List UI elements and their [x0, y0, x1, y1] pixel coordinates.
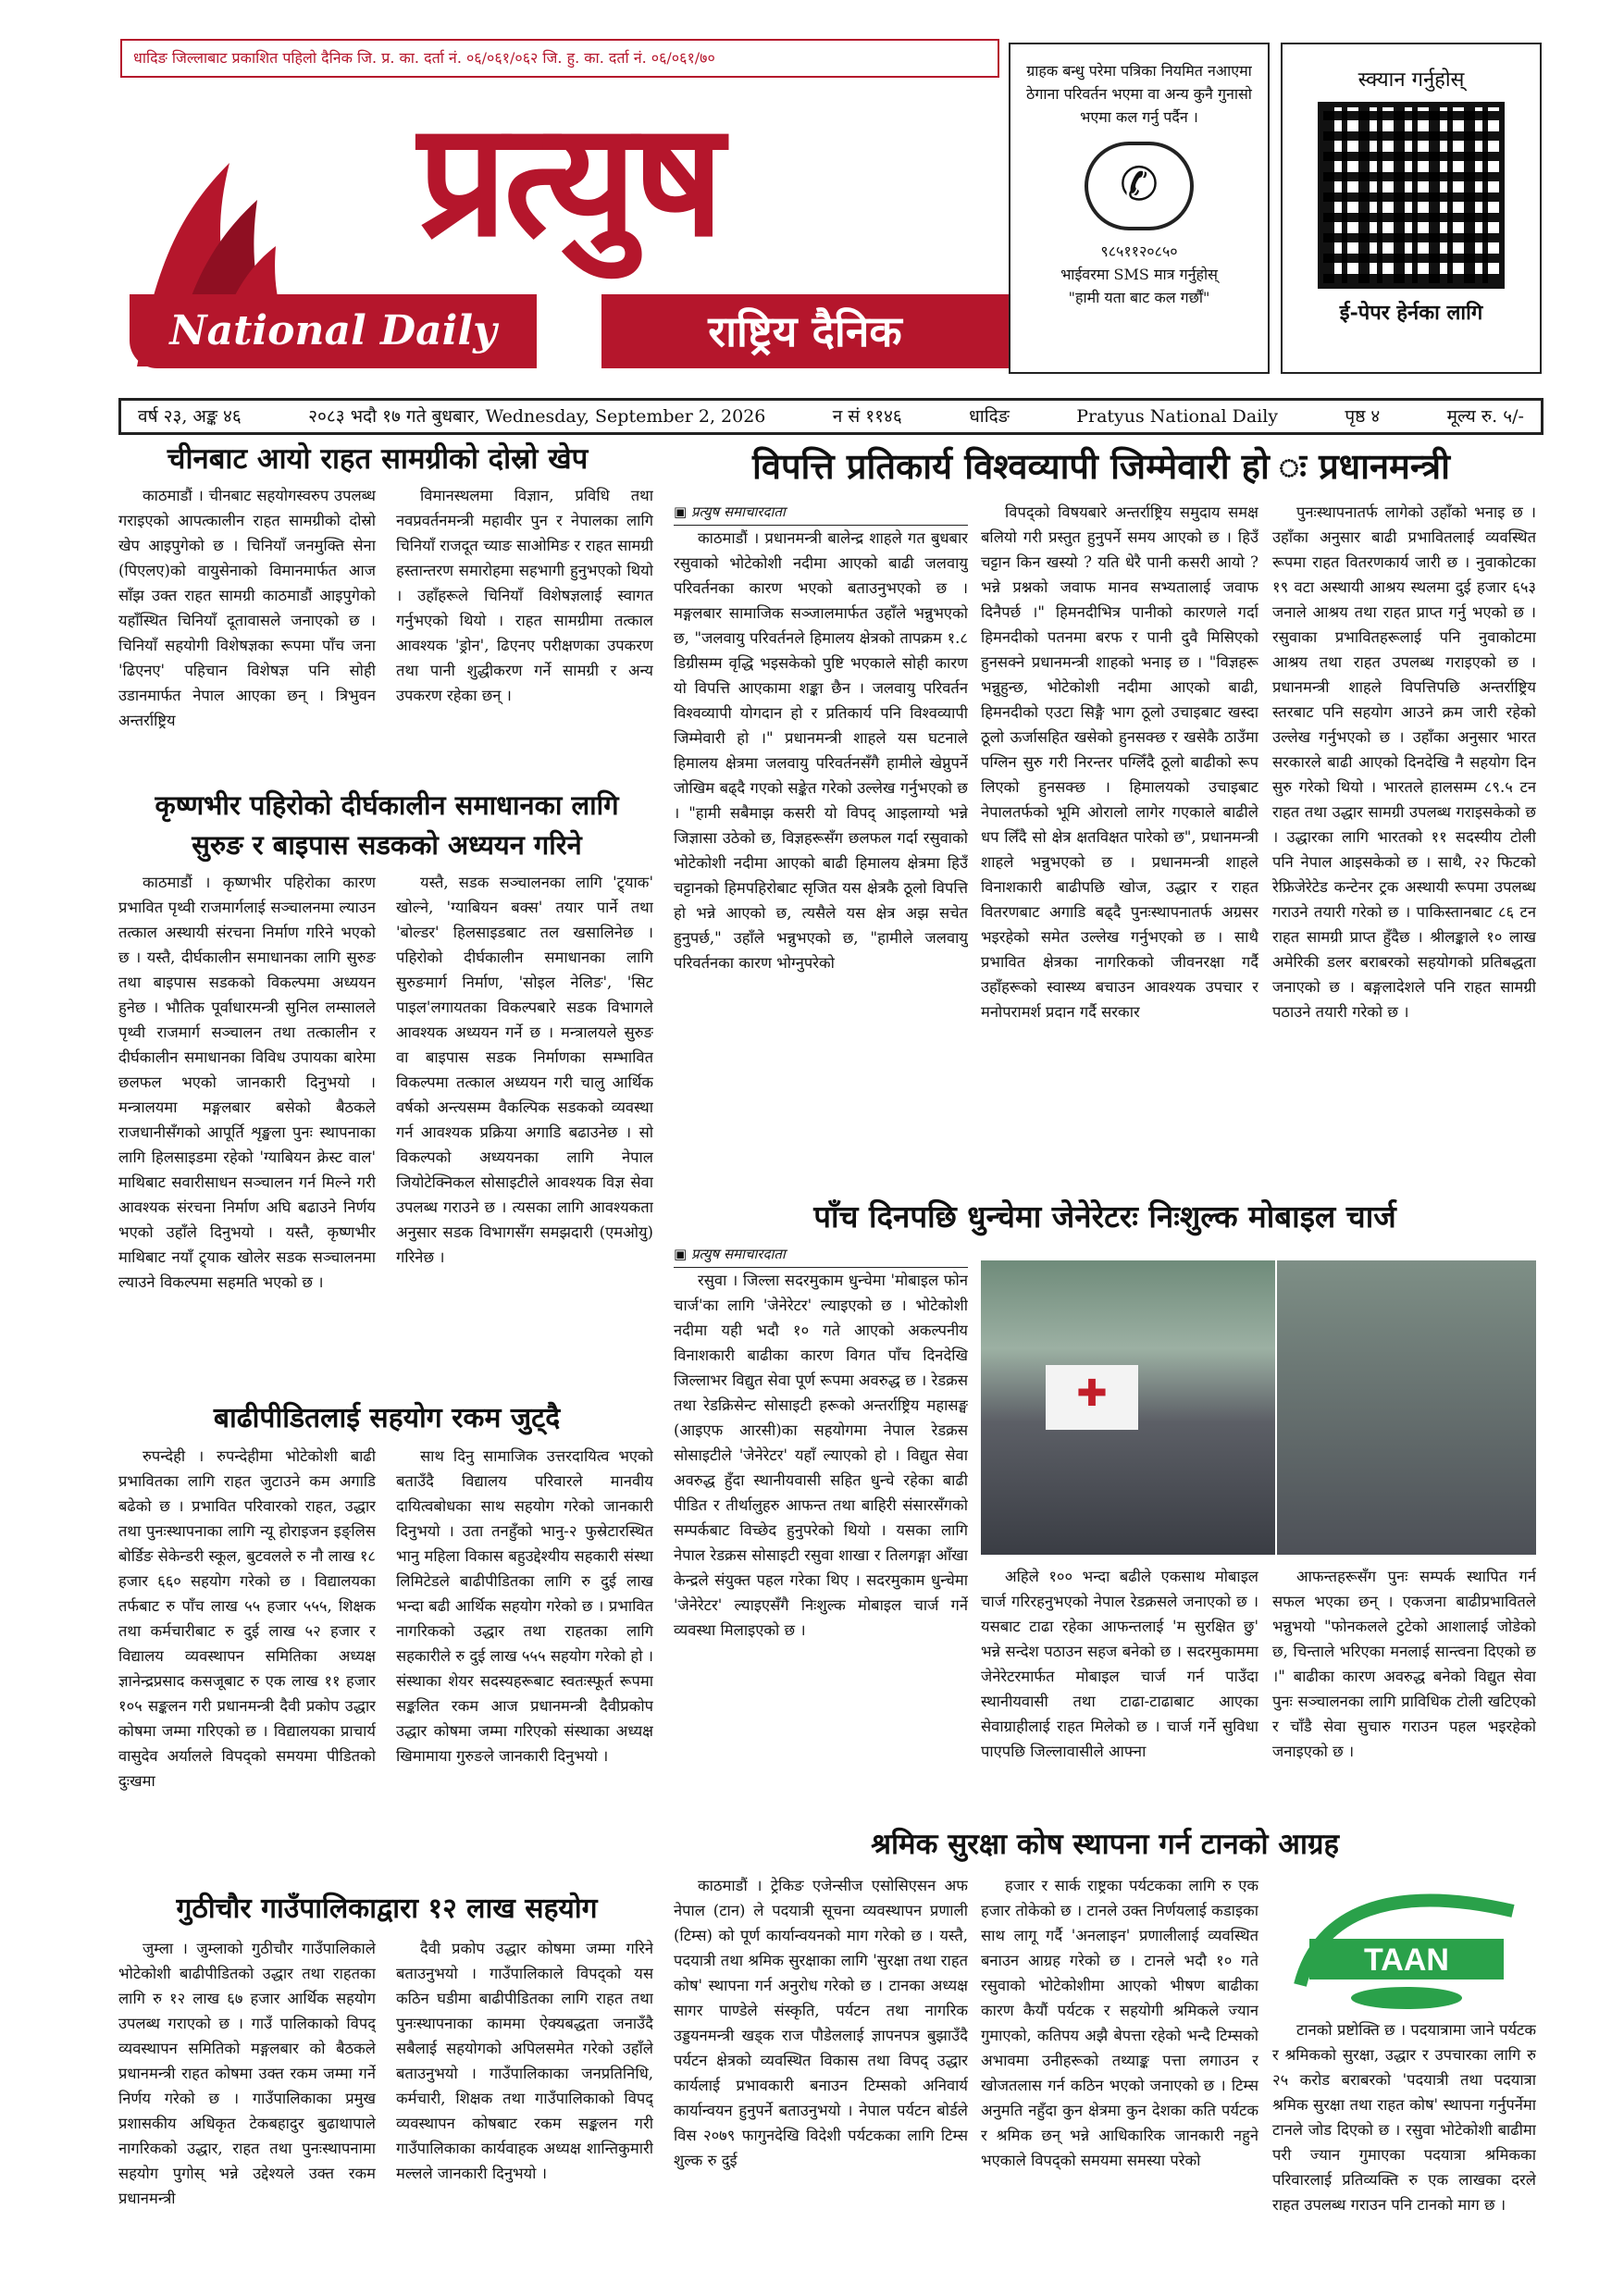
paragraph: काठमाडौं । कृष्णभीर पहिरोका कारण प्रभावित पृथ्वी राजमार्गलाई सञ्चालनमा ल्याउन तत्काल अस्थायी संरचना निर्माण गरिने भएको छ । यस्तै, दीर्घकालीन समाधानका लागि सुरुङ तथा बाइपास सडकको विकल्पमा अध्ययन हुनेछ । भौतिक पूर्वाधारमन्त्री सुनिल लम्सालले पृथ्वी राजमार्ग सञ्चालन तथा तत्कालीन र दीर्घकालीन समाधानका विविध उपायका बारेमा छलफल भएको जानकारी दिनुभयो । मन्त्रालयमा मङ्गलबार बसेको बैठकले राजधानीसँगको आपूर्ति शृङ्खला पुनः स्थापनाका लागि हिलसाइडमा रहेको 'ग्याबियन क्रेस्ट वाल' माथिबाट सवारीसाधन सञ्चालन गर्न मिल्ने गरी आवश्यक संरचना निर्माण अघि बढाउने निर्णय भएको उहाँले दिनुभयो । यस्तै, कृष्णभीर माथिबाट नयाँ ट्र्याक खोलेर सडक सञ्चालनमा ल्याउने विकल्पमा सहमति भएको छ । — [118, 874, 376, 1291]
contact-sms-note: भाईवरमा SMS मात्र गर्नुहोस् — [1060, 266, 1218, 283]
volume-number: वर्ष २३, अङ्क ४६ — [138, 406, 242, 427]
paragraph: हजार र सार्क राष्ट्रका पर्यटकका लागि रु एक हजार तोकेको छ । टानले उक्त निर्णयलाई कडाइका साथ लागू गर्दै 'अनलाइन' प्रणालीलाई व्यवस्थित बनाउन आग्रह गरेको छ । टानले भदौ १० गते रसुवाको भोटेकोशीमा आएको भीषण बाढीका कारण कैयौं पर्यटक र सहयोगी श्रमिकले ज्यान गुमाएको, कतिपय अझै बेपत्ता रहेको भन्दै टिम्सको अभावमा उनीहरूको तथ्याङ्क पत्ता लगाउन र खोजतलास गर्न कठिन भएको जनाएको छ । टिम्स अनुमति नहुँदा कुन क्षेत्रमा कुन देशका कति पर्यटक र श्रमिक छन् भन्ने आधिकारिक जानकारी नहुने भएकाले विपद्को समयमा समस्या परेको — [981, 1877, 1258, 2169]
article-taan-col3 — [1272, 2017, 1536, 2278]
logo-nepali-tagline: राष्ट्रिय दैनिक — [601, 294, 1009, 368]
paragraph: दैवी प्रकोप उद्धार कोषमा जम्मा गरिने बताउनुभयो । गाउँपालिकाले विपद्को यस कठिन घडीमा बाढीपीडितका लागि राहत तथा पुनःस्थापनाका काममा ऐक्यबद्धता जनाउँदै सबैलाई सहयोगको अपिलसमेत गरेको उहाँले बताउनुभयो । गाउँपालिकाका जनप्रतिनिधि, कर्मचारी, शिक्षक तथा गाउँपालिकाको विपद् व्यवस्थापन कोषबाट रकम सङ्कलन गरी गाउँपालिकाका कार्यवाहक अध्यक्ष शान्तिकुमारी मल्लले जानकारी दिनुभयो । — [396, 1940, 653, 2182]
article-taan-col2 — [981, 1873, 1258, 2278]
article-china-col2 — [396, 483, 653, 779]
paragraph: विमानस्थलमा विज्ञान, प्रविधि तथा नवप्रवर्तनमन्त्री महावीर पुन र नेपालका लागि चिनियाँ राजदूत च्याङ साओमिङ र राहत सामग्री हस्तान्तरण समारोहमा सहभागी हुनुभएको थियो । उहाँहरूले चिनियाँ विशेषज्ञलाई स्वागत गर्नुभएको थियो । राहत सामग्रीमा तत्काल आवश्यक 'ड्रोन', ढिएनए परीक्षणका उपकरण तथा पानी शुद्धीकरण गर्ने सामग्री र अन्य उपकरण रहेका छन् । — [396, 487, 653, 704]
headline-krishnabhir-2: सुरुङ र बाइपास सडकको अध्ययन गरिने — [192, 829, 582, 861]
article-generator-col1 — [674, 1242, 968, 1816]
taan-logo-text: TAAN — [1364, 1942, 1449, 1978]
headline-pm-global-responsibility: विपत्ति प्रतिकार्य विश्वव्यापी जिम्मेवारी हो ः प्रधानमन्त्री — [752, 446, 1450, 487]
article-taan-col1 — [674, 1873, 968, 2278]
paragraph: काठमाडौं । प्रधानमन्त्री बालेन्द्र शाहले गत बुधबार रसुवाको भोटेकोशी नदीमा आएको बाढी जलवायु परिवर्तनका कारण भएको बताउनुभएको छ । मङ्गलबार सामाजिक सञ्जालमार्फत उहाँले भन्नुभएको छ, "जलवायु परिवर्तनले हिमालय क्षेत्रको तापक्रम १.८ डिग्रीसम्म वृद्धि भइसकेको पुष्टि भएकाले सोही कारण यो विपत्ति आएकामा शङ्का छैन । जलवायु परिवर्तन विश्वव्यापी योगदान हो र प्रतिकार्य पनि विश्वव्यापी जिम्मेवारी हो ।" प्रधानमन्त्री शाहले यस घटनाले हिमालय क्षेत्रमा जलवायु परिवर्तनसँगै हामीले खेप्नुपर्ने जोखिम बढ्दै गएको सङ्केत गरेको उल्लेख गर्नुभएको छ । "हामी सबैमाझ कसरी यो विपद् आइलाग्यो भन्ने जिज्ञासा उठेको छ, विज्ञहरूसँग छलफल गर्दा रसुवाको भोटेकोशी नदीमा आएको बाढी हिमालय क्षेत्रमा हिउँ चट्टानको हिमपहिरोबाट सृजित यस क्षेत्रकै ठूलो विपत्ति हो भन्ने आएको छ, त्यसैले यस क्षेत्र अझ सचेत हुनुपर्छ," उहाँले भन्नुभएको छ, "हामीले जलवायु परिवर्तनका कारण भोग्नुपरेको — [674, 529, 968, 972]
page-number: पृष्ठ ४ — [1345, 406, 1381, 427]
issue-info-bar — [118, 398, 1543, 435]
headline-generator-mobile-charge: पाँच दिनपछि धुन्चेमा जेनेरेटरः निःशुल्क मोबाइल चार्ज — [813, 1198, 1396, 1235]
article-china-col1 — [118, 483, 376, 779]
paragraph: टानको प्रष्टोक्ति छ । पदयात्रामा जाने पर्यटक र श्रमिकको सुरक्षा, उद्धार र उपचारका लागि रु २५ करोड बराबरको 'पदयात्री तथा पदयात्रा श्रमिक सुरक्षा तथा राहत कोष' स्थापना गर्नुपर्नेमा टानले जोड दिएको छ । रसुवा भोटेकोशी बाढीमा परी ज्यान गुमाएका पदयात्रा श्रमिकका परिवारलाई प्रतिव्यक्ति रु एक लाखका दरले राहत उपलब्ध गराउन पनि टानको माग छ । — [1272, 2021, 1536, 2214]
article-badhi-col1 — [118, 1444, 376, 1880]
paragraph: काठमाडौं । ट्रेकिङ एजेन्सीज एसोसिएसन अफ नेपाल (टान) ले पदयात्री सूचना व्यवस्थापन प्रणाली (टिम्स) को पूर्ण कार्यान्वयनको माग गरेको छ । यस्तै, पदयात्री तथा श्रमिक सुरक्षाका लागि 'सुरक्षा तथा राहत कोष' स्थापना गर्न अनुरोध गरेको छ । टानका अध्यक्ष सागर पाण्डेले संस्कृति, पर्यटन तथा नागरिक उड्डयनमन्त्री खड्क राज पौडेललाई ज्ञापनपत्र बुझाउँदै पर्यटन क्षेत्रको व्यवस्थित विकास तथा विपद् उद्धार कार्यलाई प्रभावकारी बनाउन टिम्सको अनिवार्य कार्यान्वयन हुनुपर्ने बताउनुभयो । नेपाल पर्यटन बोर्डले विस २०७९ फागुनदेखि विदेशी पर्यटकका लागि टिम्स शुल्क रु दुई — [674, 1877, 968, 2169]
qr-code-icon[interactable] — [1318, 102, 1505, 289]
news-photo-crowd — [1277, 1260, 1536, 1555]
article-krishnabhir-col2 — [396, 870, 653, 1388]
epaper-label: ई-पेपर हेर्नका लागि — [1339, 301, 1483, 325]
article-generator-col3 — [1272, 1564, 1536, 1814]
qr-scan-box — [1281, 43, 1542, 374]
contact-number: ९८५११२०८५० — [1100, 242, 1178, 260]
headline-guthichaur-support: गुठीचौर गाउँपालिकाद्वारा १२ लाख सहयोग — [176, 1893, 598, 1925]
article-krishnabhir-col1 — [118, 870, 376, 1388]
red-cross-icon: ✚ — [1046, 1365, 1138, 1430]
article-generator-col2 — [981, 1564, 1258, 1814]
paragraph: काठमाडौं । चीनबाट सहयोगस्वरुप उपलब्ध गराइएको आपत्कालीन राहत सामग्रीको दोस्रो खेप आइपुगेको छ । चिनियाँ जनमुक्ति सेना (पिएलए)को वायुसेनाको विमानमार्फत आज साँझ उक्त राहत सामग्री काठमाडौं आइपुगेको यहाँस्थित चिनियाँ दूतावासले जनाएको छ । चिनियाँ सहयोगी विशेषज्ञका रूपमा पाँच जना 'ढिएनए' पहिचान विशेषज्ञ पनि सोही उडानमार्फत नेपाल आएका छन् । त्रिभुवन अन्तर्राष्ट्रिय — [118, 487, 376, 729]
paragraph: जुम्ला । जुम्लाको गुठीचौर गाउँपालिकाले भोटेकोशी बाढीपीडितको उद्धार तथा राहतका लागि रु १२ लाख ६७ हजार आर्थिक सहयोग उपलब्ध गराएको छ । गाउँ पालिकाको विपद् व्यवस्थापन समितिको मङ्गलबार को बैठकले प्रधानमन्त्री राहत कोषमा उक्त रकम जम्मा गर्ने निर्णय गरेको छ । गाउँपालिकाका प्रमुख प्रशासकीय अधिकृत टेकबहादुर बुढाथापाले नागरिकको उद्धार, राहत तथा पुनःस्थापनामा सहयोग पुगोस् भन्ने उद्देश्यले उक्त रकम प्रधानमन्त्री — [118, 1940, 376, 2207]
article-pm-col3 — [1272, 500, 1536, 1166]
paragraph: पुनःस्थापनातर्फ लागेको उहाँको भनाइ छ । उहाँका अनुसार बाढी प्रभावितलाई व्यवस्थित रूपमा राहत वितरणकार्य जारी छ । नुवाकोटका १९ वटा अस्थायी आश्रय स्थलमा दुई हजार ६५३ जनाले आश्रय तथा राहत प्राप्त गर्नु भएको छ । रसुवाका प्रभावितहरूलाई पनि नुवाकोटमा आश्रय तथा राहत उपलब्ध गराइएको छ । प्रधानमन्त्री शाहले विपत्तिपछि अन्तर्राष्ट्रिय स्तरबाट पनि सहयोग आउने क्रम जारी रहेको उल्लेख गर्नुभएको छ । उहाँका अनुसार भारत सरकारले बाढी आएको दिनदेखि नै सहयोग दिन सुरु गरेको थियो । भारतले हालसम्म ८९.५ टन राहत तथा उद्धार सामग्री उपलब्ध गराइसकेको छ । उद्धारका लागि भारतको ११ सदस्यीय टोली पनि नेपाल आइसकेको छ । साथै, २२ फिटको रेफ्रिजेरेटेड कन्टेनर ट्रक अस्थायी रूपमा उपलब्ध गराउने तयारी गरेको छ । पाकिस्तानबाट ८६ टन राहत सामग्री प्राप्त हुँदैछ । श्रीलङ्काले १० लाख अमेरिकी डलर बराबरको सहयोगको प्रतिबद्धता जनाएको छ । बङ्गलादेशले पनि राहत सामग्री पठाउने तयारी गरेको छ । — [1272, 503, 1536, 1021]
logo-english-tagline: National Daily — [130, 294, 537, 368]
article-guthichaur-col2 — [396, 1936, 653, 2278]
paragraph: रसुवा । जिल्ला सदरमुकाम धुन्चेमा 'मोबाइल फोन चार्ज'का लागि 'जेनेरेटर' ल्याइएको छ । भोटेकोशी नदीमा यही भदौ १० गते आएको अकल्पनीय विनाशकारी बाढीका कारण विगत पाँच दिनदेखि जिल्लाभर विद्युत सेवा पूर्ण रूपमा अवरुद्ध छ । रेडक्रस तथा रेडक्रिसेन्ट सोसाइटी हरूको अन्तर्राष्ट्रिय महासङ्घ (आइएफ आरसी)का सहयोगमा नेपाल रेडक्रस सोसाइटीले 'जेनेरेटर' यहाँ ल्याएको हो । विद्युत सेवा अवरुद्ध हुँदा स्थानीयवासी सहित धुन्चे रहेका बाढी पीडित र तीर्थालुहरु आफन्त तथा बाहिरी संसारसँगको सम्पर्कबाट विच्छेद हुनुपरेको थियो । यसका लागि नेपाल रेडक्रस सोसाइटी रसुवा शाखा र तिलगङ्गा आँखा केन्द्रले संयुक्त पहल गरेका थिए । सदरमुकाम धुन्चेमा 'जेनेरेटर' ल्याइएसँगै निःशुल्क मोबाइल चार्ज गर्ने व्यवस्था मिलाइएको छ । — [674, 1272, 968, 1639]
article-badhi-col2 — [396, 1444, 653, 1880]
contact-text: ग्राहक बन्धु परेमा पत्रिका नियमित नआएमा ठेगाना परिवर्तन भएमा वा अन्य कुनै गुनासो भएमा कल गर्नु पर्दैन । — [1026, 62, 1252, 126]
article-pm-col2 — [981, 500, 1258, 1166]
headline-flood-victims-support: बाढीपीडितलाई सहयोग रकम जुट्दै — [213, 1402, 561, 1434]
paragraph: विपद्को विषयबारे अन्तर्राष्ट्रिय समुदाय समक्ष बलियो गरी प्रस्तुत हुनुपर्ने समय आएको छ । हिउँ चट्टान किन खस्यो ? यति धेरै पानी कसरी आयो ? भन्ने प्रश्नको जवाफ मानव सभ्यतालाई जवाफ दिनैपर्छ ।" हिमनदीभित्र पानीको कारणले गर्दा हिमनदीको पतनमा बरफ र पानी दुवै मिसिएको हुनसक्ने प्रधानमन्त्री शाहको भनाइ छ । "विज्ञहरू भन्नुहुन्छ, भोटेकोशी नदीमा आएको बाढी, हिमनदीको एउटा सिङ्गै भाग ठूलो उचाइबाट खस्दा ठूलो ऊर्जासहित खसेको हुनसक्छ र खसेकै ठाउँमा पग्लिन सुरु गरी निरन्तर पग्लिँदै ठूलो बाढीको रूप लिएको हुनसक्छ । हिमालयको उचाइबाट नेपालतर्फको भूमि ओरालो लागेर गएकाले बाढीले धप लिँदै सो क्षेत्र क्षतविक्षत पारेको छ", प्रधानमन्त्री शाहले भन्नुभएको छ । प्रधानमन्त्री शाहले विनाशकारी बाढीपछि खोज, उद्धार र राहत वितरणबाट अगाडि बढ्दै पुनःस्थापनातर्फ अग्रसर भइरहेको समेत उल्लेख गर्नुभएको छ । साथै प्रभावित क्षेत्रका नागरिकको जीवनरक्षा गर्दै उहाँहरूको स्वास्थ्य बचाउन आवश्यक उपचार र मनोपरामर्श प्रदान गर्दै सरकार — [981, 503, 1258, 1021]
reader-contact-box — [1009, 43, 1270, 374]
phone-icon: ✆ — [1085, 142, 1194, 230]
issue-number: न सं ११४६ — [832, 406, 902, 427]
paragraph: अहिले १०० भन्दा बढीले एकसाथ मोबाइल चार्ज गरिरहनुभएको नेपाल रेडक्रसले जनाएको छ । यसबाट टाढा रहेका आफन्तलाई 'म सुरक्षित छु' भन्ने सन्देश पठाउन सहज बनेको छ । सदरमुकाममा जेनेरेटरमार्फत मोबाइल चार्ज गर्न पाउँदा स्थानीयवासी तथा टाढा-टाढाबाट आएका सेवाग्राहीलाई राहत मिलेको छ । चार्ज गर्ने सुविधा पाएपछि जिल्लावासीले आफ्ना — [981, 1568, 1258, 1760]
scan-label: स्क्यान गर्नुहोस् — [1357, 68, 1465, 92]
price: मूल्य रु. ५/- — [1446, 406, 1524, 427]
headline-krishnabhir-1: कृष्णभीर पहिरोको दीर्घकालीन समाधानका लागि — [155, 789, 619, 821]
contact-quote: "हामी यता बाट कल गर्छौं" — [1068, 289, 1210, 306]
paragraph: रुपन्देही । रुपन्देहीमा भोटेकोशी बाढी प्रभावितका लागि राहत जुटाउने कम अगाडि बढेको छ । प्रभावित परिवारको राहत, उद्धार तथा पुनःस्थापनाका लागि न्यू होराइजन इङ्लिस बोर्डिङ सेकेन्डरी स्कूल, बुटवलले रु नौ लाख १८ हजार ६६० सहयोग गरेको छ । विद्यालयका तर्फबाट रु पाँच लाख ५५ हजार ५५५, शिक्षक तथा कर्मचारीबाट रु दुई लाख ५२ हजार र विद्यालय व्यवस्थापन समितिका अध्यक्ष ज्ञानेन्द्रप्रसाद कसजूबाट रु एक लाख ११ हजार १०५ सङ्कलन गरी प्रधानमन्त्री दैवी प्रकोप उद्धार कोषमा जम्मा गरिएको छ । विद्यालयका प्राचार्य वासुदेव अर्यालले विपद्को समयमा पीडितको दुःखमा — [118, 1447, 376, 1790]
article-guthichaur-col1 — [118, 1936, 376, 2278]
publication-place: धादिङ — [969, 406, 1010, 427]
byline-tag: ▣ प्रत्युष समाचारदाता — [674, 500, 968, 526]
paragraph: आफन्तहरूसँग पुनः सम्पर्क स्थापित गर्न सफल भएका छन् । एकजना बाढीप्रभावितले भन्नुभयो "फोनकलले टुटेको आशालाई जोडेको छ, चिन्ताले भरिएका मनलाई सान्त्वना दिएको छ ।" बाढीका कारण अवरुद्ध बनेको विद्युत सेवा पुनः सञ्चालनका लागि प्राविधिक टोली खटिएको र चाँडै सेवा सुचारु गराउन पहल भइरहेको जनाइएको छ । — [1272, 1568, 1536, 1760]
paragraph: यस्तै, सडक सञ्चालनका लागि 'ट्र्याक' खोल्ने, 'ग्याबियन बक्स' तयार पार्ने तथा 'बोल्डर' हिलसाइडबाट तल खसालिनेछ । पहिरोको दीर्घकालीन समाधानका लागि सुरुङमार्ग निर्माण, 'सोइल नेलिङ', 'सिट पाइल'लगायतका विकल्पबारे सडक विभागले आवश्यक अध्ययन गर्ने छ । मन्त्रालयले सुरुङ वा बाइपास सडक निर्माणका सम्भावित विकल्पमा तत्काल अध्ययन गरी चालु आर्थिक वर्षको अन्त्यसम्म वैकल्पिक सडकको व्यवस्था गर्न आवश्यक प्रक्रिया अगाडि बढाउनेछ । सो विकल्पको अध्ययनका लागि नेपाल जियोटेक्निकल सोसाइटीले आवश्यक विज्ञ सेवा उपलब्ध गराउने छ । त्यसका लागि आवश्यकता अनुसार सडक विभागसँग समझदारी (एमओयु) गरिनेछ । — [396, 874, 653, 1266]
newspaper-logo-name: प्रत्युष — [417, 89, 721, 272]
paper-name: Pratyus National Daily — [1076, 406, 1279, 427]
headline-china-relief: चीनबाट आयो राहत सामग्रीको दोस्रो खेप — [167, 442, 589, 476]
headline-taan-safety-fund: श्रमिक सुरक्षा कोष स्थापना गर्न टानको आग्रह — [871, 1828, 1339, 1861]
masthead-registration-strip: धादिङ जिल्लाबाट प्रकाशित पहिलो दैनिक जि. प्र. का. दर्ता नं. ०६/०६१/०६२ जि. हु. का. दर्ता नं. ०६/०६१/७० — [120, 39, 999, 78]
paragraph: साथ दिनु सामाजिक उत्तरदायित्व भएको बताउँदै विद्यालय परिवारले मानवीय दायित्वबोधका साथ सहयोग गरेको जानकारी दिनुभयो । उता तनहुँको भानु-२ फुस्रेटारस्थित भानु महिला विकास बहुउद्देश्यीय सहकारी संस्था लिमिटेडले बाढीपीडितका लागि रु दुई लाख भन्दा बढी आर्थिक सहयोग गरेको छ । प्रभावित नागरिकको उद्धार तथा राहतका लागि सहकारीले रु दुई लाख ५५५ सहयोग गरेको हो । संस्थाका शेयर सदस्यहरूबाट स्वतःस्फूर्त रूपमा सङ्कलित रकम आज प्रधानमन्त्री दैवीप्रकोप उद्धार कोषमा जम्मा गरिएको संस्थाका अध्यक्ष खिमामाया गुरुङले जानकारी दिनुभयो । — [396, 1447, 653, 1765]
byline-tag: ▣ प्रत्युष समाचारदाता — [674, 1242, 968, 1268]
taan-logo-icon — [1282, 1874, 1531, 2013]
article-pm-col1 — [674, 500, 968, 1166]
issue-date: २०८३ भदौ १७ गते बुधबार, Wednesday, September 2, 2026 — [308, 406, 766, 427]
